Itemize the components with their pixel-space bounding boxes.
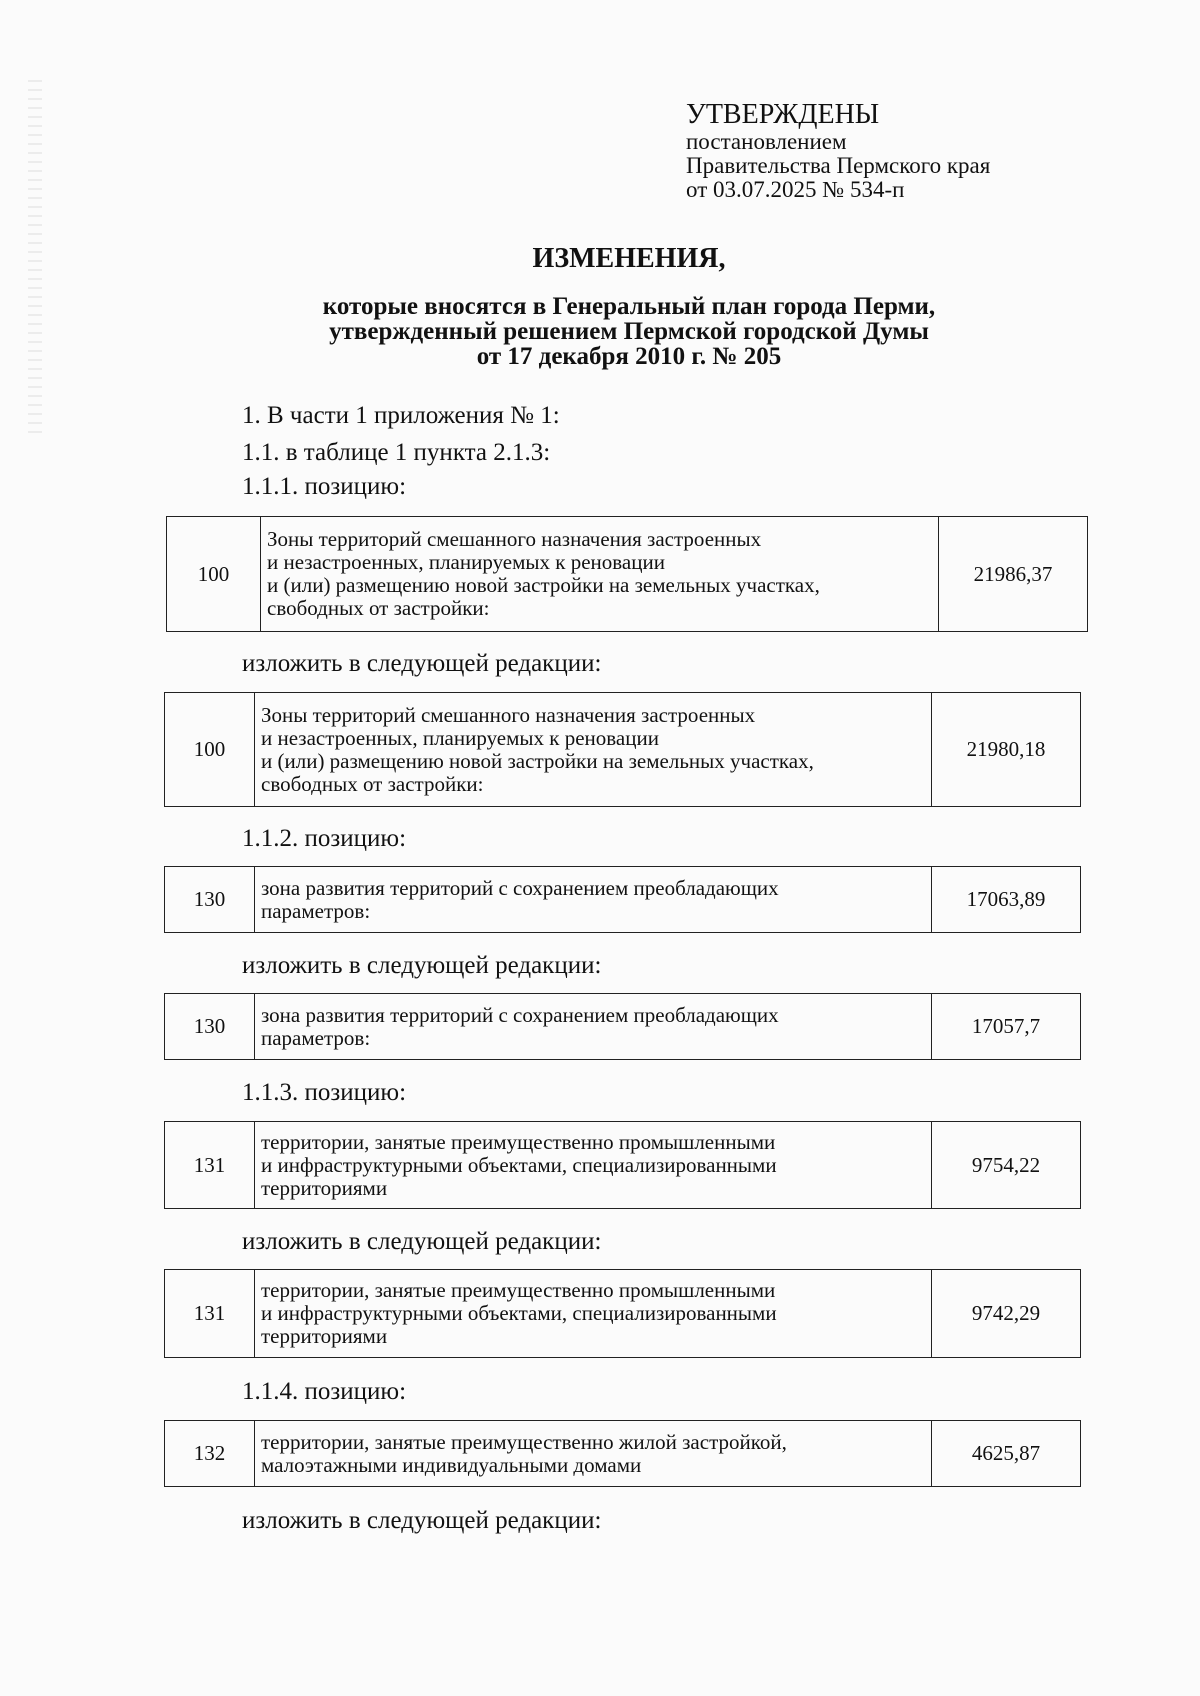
document-heading [0, 244, 1200, 369]
edit-instruction-3: изложить в следующей редакции: [242, 1228, 602, 1255]
position-description: зона развития территорий с сохранением преобладающих параметров: [255, 867, 932, 933]
document-subtitle-2: утвержденный решением Пермской городской Думы [329, 318, 929, 345]
document-subtitle-1: которые вносятся в Генеральный план города Перми, [322, 293, 936, 320]
edit-instruction-1: изложить в следующей редакции: [242, 650, 602, 677]
table-row [165, 1122, 1081, 1209]
position-description: Зоны территорий смешанного назначения застроенных и незастроенных, планируемых к реновации и (или) размещению новой застройки на земельных участках, свободных от застройки: [255, 693, 932, 807]
paragraph-1-1: 1.1. в таблице 1 пункта 2.1.3: [242, 439, 551, 466]
table-row [165, 867, 1081, 933]
position-area-value: 9754,22 [932, 1122, 1081, 1209]
approval-line-1: постановлением [686, 129, 847, 154]
position-table-3-old [164, 1121, 1081, 1209]
paragraph-1: 1. В части 1 приложения № 1: [242, 402, 560, 429]
position-number: 131 [165, 1122, 255, 1209]
position-table-2-old [164, 866, 1081, 933]
position-area-value: 4625,87 [932, 1421, 1081, 1487]
document-subtitle-3: от 17 декабря 2010 г. № 205 [476, 343, 782, 370]
position-description: территории, занятые преимущественно промышленными и инфраструктурными объектами, специализированными территориями [255, 1122, 932, 1209]
table-row [165, 1270, 1081, 1358]
edit-instruction-2: изложить в следующей редакции: [242, 952, 602, 979]
paragraph-1-1-3: 1.1.3. позицию: [242, 1079, 407, 1106]
position-area-value: 17063,89 [932, 867, 1081, 933]
position-number: 130 [165, 994, 255, 1060]
paragraph-1-1-1: 1.1.1. позицию: [242, 473, 407, 500]
position-table-1-old [166, 516, 1088, 632]
position-table-4-old [164, 1420, 1081, 1487]
position-number: 131 [165, 1270, 255, 1358]
paragraph-1-1-4: 1.1.4. позицию: [242, 1378, 407, 1405]
position-number: 130 [165, 867, 255, 933]
approval-stamp [686, 100, 990, 202]
position-table-2-new [164, 993, 1081, 1060]
position-description: территории, занятые преимущественно промышленными и инфраструктурными объектами, специализированными территориями [255, 1270, 932, 1358]
position-description: территории, занятые преимущественно жилой застройкой, малоэтажными индивидуальными домами [255, 1421, 932, 1487]
approval-title: УТВЕРЖДЕНЫ [686, 99, 880, 130]
edit-instruction-4: изложить в следующей редакции: [242, 1507, 602, 1534]
table-row [165, 994, 1081, 1060]
position-area-value: 21980,18 [932, 693, 1081, 807]
position-table-3-new [164, 1269, 1081, 1358]
position-description: зона развития территорий с сохранением преобладающих параметров: [255, 994, 932, 1060]
position-table-1-new [164, 692, 1081, 807]
paragraph-1-1-2: 1.1.2. позицию: [242, 825, 407, 852]
table-row [165, 693, 1081, 807]
position-number: 132 [165, 1421, 255, 1487]
position-area-value: 21986,37 [939, 517, 1088, 632]
position-area-value: 9742,29 [932, 1270, 1081, 1358]
approval-line-3: от 03.07.2025 № 534-п [686, 177, 905, 202]
position-description: Зоны территорий смешанного назначения застроенных и незастроенных, планируемых к реновации и (или) размещению новой застройки на земельных участках, свободных от застройки: [261, 517, 939, 632]
position-number: 100 [165, 693, 255, 807]
document-title: ИЗМЕНЕНИЯ, [532, 243, 726, 274]
table-row [165, 1421, 1081, 1487]
approval-line-2: Правительства Пермского края [686, 153, 991, 178]
position-number: 100 [167, 517, 261, 632]
position-area-value: 17057,7 [932, 994, 1081, 1060]
table-row [167, 517, 1088, 632]
